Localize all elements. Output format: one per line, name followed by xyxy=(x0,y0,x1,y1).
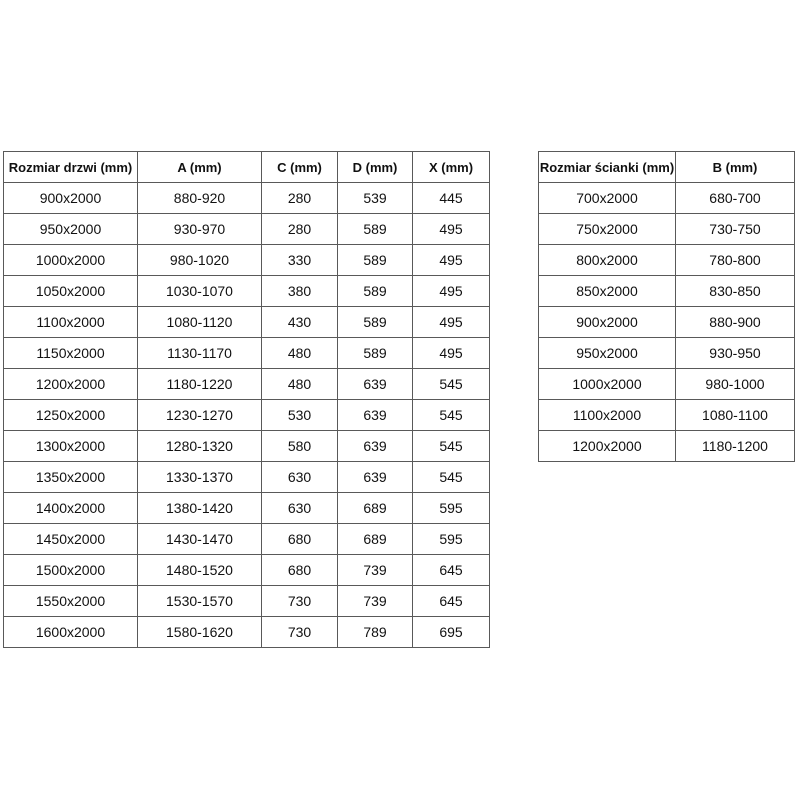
table-cell: 900x2000 xyxy=(4,183,138,214)
door-size-table-header xyxy=(4,152,490,183)
table-cell: 539 xyxy=(338,183,413,214)
table-cell: 495 xyxy=(413,338,490,369)
table-row xyxy=(4,462,490,493)
table-cell: 639 xyxy=(338,369,413,400)
table-row xyxy=(4,555,490,586)
table-row xyxy=(539,338,795,369)
table-row xyxy=(539,431,795,462)
table-cell: 1150x2000 xyxy=(4,338,138,369)
table-cell: 1100x2000 xyxy=(4,307,138,338)
table-cell: 380 xyxy=(262,276,338,307)
wall-size-table-header xyxy=(539,152,795,183)
table-cell: 789 xyxy=(338,617,413,648)
table-row xyxy=(4,586,490,617)
table-cell: 750x2000 xyxy=(539,214,676,245)
table-cell: 730-750 xyxy=(676,214,795,245)
table-cell: 430 xyxy=(262,307,338,338)
table-cell: 495 xyxy=(413,245,490,276)
table-cell: 1180-1220 xyxy=(138,369,262,400)
table-cell: 1280-1320 xyxy=(138,431,262,462)
table-cell: 495 xyxy=(413,276,490,307)
table-cell: 645 xyxy=(413,586,490,617)
wall-size-table-body xyxy=(539,183,795,462)
table-cell: 680 xyxy=(262,524,338,555)
header-row xyxy=(539,152,795,183)
table-cell: 700x2000 xyxy=(539,183,676,214)
table-cell: 495 xyxy=(413,214,490,245)
table-cell: 630 xyxy=(262,462,338,493)
table-row xyxy=(539,369,795,400)
table-cell: 1400x2000 xyxy=(4,493,138,524)
header-cell: C (mm) xyxy=(262,152,338,183)
table-cell: 1080-1100 xyxy=(676,400,795,431)
header-cell: Rozmiar ścianki (mm) xyxy=(539,152,676,183)
table-cell: 930-970 xyxy=(138,214,262,245)
table-cell: 589 xyxy=(338,307,413,338)
table-cell: 280 xyxy=(262,183,338,214)
table-cell: 639 xyxy=(338,462,413,493)
table-cell: 830-850 xyxy=(676,276,795,307)
table-cell: 1500x2000 xyxy=(4,555,138,586)
table-cell: 1480-1520 xyxy=(138,555,262,586)
header-cell: A (mm) xyxy=(138,152,262,183)
table-cell: 589 xyxy=(338,276,413,307)
table-cell: 689 xyxy=(338,524,413,555)
table-cell: 645 xyxy=(413,555,490,586)
table-cell: 530 xyxy=(262,400,338,431)
table-row xyxy=(4,369,490,400)
table-cell: 1580-1620 xyxy=(138,617,262,648)
table-cell: 950x2000 xyxy=(539,338,676,369)
table-cell: 1330-1370 xyxy=(138,462,262,493)
table-row xyxy=(539,183,795,214)
table-row xyxy=(4,524,490,555)
table-cell: 545 xyxy=(413,369,490,400)
table-cell: 545 xyxy=(413,431,490,462)
table-cell: 880-900 xyxy=(676,307,795,338)
table-cell: 1600x2000 xyxy=(4,617,138,648)
header-cell: X (mm) xyxy=(413,152,490,183)
table-row xyxy=(539,400,795,431)
table-cell: 850x2000 xyxy=(539,276,676,307)
table-cell: 1380-1420 xyxy=(138,493,262,524)
table-cell: 545 xyxy=(413,462,490,493)
header-cell: B (mm) xyxy=(676,152,795,183)
table-cell: 680-700 xyxy=(676,183,795,214)
table-cell: 1550x2000 xyxy=(4,586,138,617)
table-cell: 639 xyxy=(338,431,413,462)
table-row xyxy=(539,214,795,245)
table-row xyxy=(539,307,795,338)
table-cell: 730 xyxy=(262,617,338,648)
table-cell: 589 xyxy=(338,214,413,245)
table-cell: 980-1000 xyxy=(676,369,795,400)
table-cell: 595 xyxy=(413,493,490,524)
table-cell: 780-800 xyxy=(676,245,795,276)
door-size-table xyxy=(3,151,490,648)
table-cell: 1200x2000 xyxy=(539,431,676,462)
table-cell: 1000x2000 xyxy=(4,245,138,276)
table-row xyxy=(4,276,490,307)
table-cell: 800x2000 xyxy=(539,245,676,276)
table-cell: 695 xyxy=(413,617,490,648)
table-cell: 495 xyxy=(413,307,490,338)
table-cell: 950x2000 xyxy=(4,214,138,245)
table-row xyxy=(4,431,490,462)
table-cell: 880-920 xyxy=(138,183,262,214)
table-row xyxy=(4,183,490,214)
table-cell: 639 xyxy=(338,400,413,431)
table-cell: 1250x2000 xyxy=(4,400,138,431)
table-cell: 1300x2000 xyxy=(4,431,138,462)
table-cell: 689 xyxy=(338,493,413,524)
table-row xyxy=(4,214,490,245)
table-cell: 730 xyxy=(262,586,338,617)
table-cell: 1350x2000 xyxy=(4,462,138,493)
table-cell: 1000x2000 xyxy=(539,369,676,400)
table-cell: 1180-1200 xyxy=(676,431,795,462)
table-cell: 680 xyxy=(262,555,338,586)
table-cell: 739 xyxy=(338,586,413,617)
table-cell: 1030-1070 xyxy=(138,276,262,307)
table-row xyxy=(4,307,490,338)
table-cell: 280 xyxy=(262,214,338,245)
table-cell: 1200x2000 xyxy=(4,369,138,400)
table-cell: 980-1020 xyxy=(138,245,262,276)
table-row xyxy=(4,338,490,369)
table-cell: 545 xyxy=(413,400,490,431)
table-cell: 595 xyxy=(413,524,490,555)
table-cell: 480 xyxy=(262,369,338,400)
table-row xyxy=(539,276,795,307)
door-size-table-body xyxy=(4,183,490,648)
table-cell: 739 xyxy=(338,555,413,586)
table-cell: 1050x2000 xyxy=(4,276,138,307)
table-cell: 930-950 xyxy=(676,338,795,369)
table-cell: 1130-1170 xyxy=(138,338,262,369)
table-cell: 1080-1120 xyxy=(138,307,262,338)
table-row xyxy=(4,400,490,431)
table-cell: 1430-1470 xyxy=(138,524,262,555)
table-cell: 900x2000 xyxy=(539,307,676,338)
table-cell: 589 xyxy=(338,245,413,276)
header-row xyxy=(4,152,490,183)
table-cell: 1100x2000 xyxy=(539,400,676,431)
table-cell: 1530-1570 xyxy=(138,586,262,617)
table-cell: 1450x2000 xyxy=(4,524,138,555)
table-row xyxy=(4,617,490,648)
table-row xyxy=(4,493,490,524)
table-row xyxy=(539,245,795,276)
header-cell: D (mm) xyxy=(338,152,413,183)
header-cell: Rozmiar drzwi (mm) xyxy=(4,152,138,183)
wall-size-table xyxy=(538,151,795,462)
table-cell: 1230-1270 xyxy=(138,400,262,431)
table-cell: 589 xyxy=(338,338,413,369)
table-cell: 445 xyxy=(413,183,490,214)
table-row xyxy=(4,245,490,276)
table-cell: 580 xyxy=(262,431,338,462)
table-cell: 330 xyxy=(262,245,338,276)
table-cell: 630 xyxy=(262,493,338,524)
table-cell: 480 xyxy=(262,338,338,369)
